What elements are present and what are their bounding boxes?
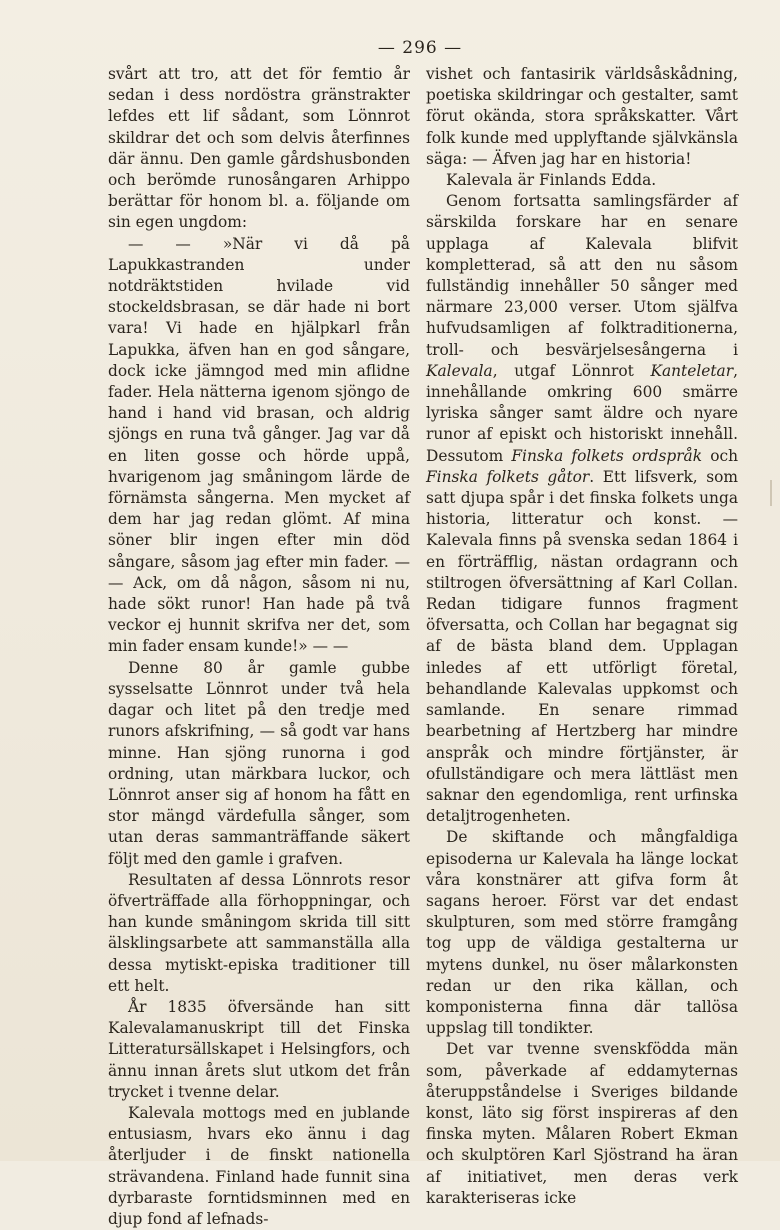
page-edge-mark	[770, 480, 772, 506]
title-gator: Finska folkets gåtor	[426, 467, 590, 486]
text-run: och	[702, 446, 739, 465]
right-column	[426, 64, 738, 1209]
text-run: , innehållande omkring 600 smärre lyriska sånger samt äldre och nyare runor af episkt och historiskt innehåll. Dessutom	[426, 361, 738, 465]
paragraph: Kalevala är Finlands Edda.	[446, 171, 657, 190]
text-run: . Ett lifsverk, som satt djupa spår i det finska folkets unga historia, litteratur och konst. — Kalevala finns på svenska sedan 1864 i en förträfflig, nästan ordagrann och stiltrogen öfversättning af Karl Collan. Redan tidigare funnos fragment öfversatta, och Collan har begagnat sig af de bästa bland dem. Upplagan inledes af ett utförligt företal, behandlande Kalevalas uppkomst och samlande. En senare rimmad bearbetning af Hertzberg har mindre anspråk och mindre förtjänster, är ofullständigare och mera lättläst men saknar den egendomliga, rent urfinska detaljtrogenheten.	[426, 467, 739, 826]
paragraph: svårt att tro, att det för femtio år sedan i dess nordöstra gränstrakter lefdes ett lif sådant, som Lönnrot skildrar det och som delvis återfinnes där ännu. Den gamle gårdshusbonden och berömde runosångaren Arhippo berättar för honom bl. a. följande om sin egen ungdom:	[108, 65, 410, 232]
title-ordsprak: Finska folkets ordspråk	[511, 446, 703, 465]
text-run: Genom fortsatta samlingsfärder af särskilda forskare har en senare upplaga af Kalevala blifvit kompletterad, så att den nu såsom fullständig innehåller 50 sånger med närmare 23,000 verser. Utom själfva hufvudsamligen af folktraditionerna, troll- och besvärjelsesångerna i	[426, 192, 738, 359]
paragraph: Kalevala mottogs med en jublande entusiasm, hvars eko ännu i dag återljuder i de finskt nationella strävandena. Finland hade funnit sina dyrbaraste forntidsminnen med en djup fond af lefnads-	[108, 1103, 410, 1228]
paragraph: De skiftande och mångfaldiga episoderna ur Kalevala ha länge lockat våra konstnärer att gifva form åt sagans heroer. Först var det endast skulpturen, som med större framgång tog upp de väldiga gestalterna ur mytens dunkel, nu öser målarkonsten redan ur den rika källan, och komponisterna finna där tallösa uppslag till tondikter.	[426, 828, 738, 1038]
title-kalevala: Kalevala	[426, 361, 493, 380]
paragraph: Denne 80 år gamle gubbe sysselsatte Lönnrot under två hela dagar och litet på den tredje med runors afskrifning, — så godt var hans minne. Han sjöng runorna i god ordning, utan märkbara luckor, och Lönnrot anser sig af honom ha fått en stor mängd värdefulla sånger, som utan deras sammanträffande säkert följt med den gamle i grafven.	[108, 658, 410, 868]
paragraph: vishet och fantasirik världsåskådning, poetiska skildringar och gestalter, samt förut okända, stora språkskatter. Vårt folk kunde med upplyftande självkänsla säga: — Äfven jag har en historia!	[426, 65, 738, 168]
paragraph: Resultaten af dessa Lönnrots resor öfverträffade alla förhoppningar, och han kunde småningom skrida till sitt älsklingsarbete att sammanställa alla dessa mytiskt-episka traditioner till ett helt.	[108, 870, 410, 995]
paragraph: — — »När vi då på Lapukkastranden under notdräktstiden hvilade vid stockeldsbrasan, se där hade ni bort vara! Vi hade en hjälpkarl från Lapukka, äfven han en god sångare, dock icke jämngod med min aflidne fader. Hela nätterna igenom sjöngo de hand i hand vid brasan, och aldrig sjöngs en runa två gånger. Jag var då en liten gosse och hörde uppå, hvarigenom jag småningom lärde de förnämsta sångerna. Men mycket af dem har jag redan glömt. Af mina söner blir ingen efter min död sångare, såsom jag efter min fader. — — Ack, om då någon, såsom ni nu, hade sökt runor! Han hade på två veckor ej hunnit skrifva ner det, som min fader ensam kunde!» — —	[108, 234, 410, 656]
text-run: , utgaf Lönnrot	[492, 361, 651, 380]
paragraph: Det var tvenne svenskfödda män som, påverkade af eddamyternas återuppståndelse i Sveriges bildande konst, läto sig först inspireras af den finska myten. Målaren Robert Ekman och skulptören Karl Sjöstrand ha äran af initiativet, men deras verk karakteriseras icke	[426, 1040, 738, 1207]
left-column	[108, 64, 410, 1230]
paragraph: År 1835 öfversände han sitt Kalevalamanuskript till det Finska Litteratursällskapet i Helsingfors, och ännu innan årets slut utkom det från trycket i tvenne delar.	[108, 997, 410, 1101]
title-kanteletar: Kanteletar	[650, 361, 734, 380]
paragraph	[426, 191, 738, 827]
page-number: — 296 —	[377, 38, 463, 58]
